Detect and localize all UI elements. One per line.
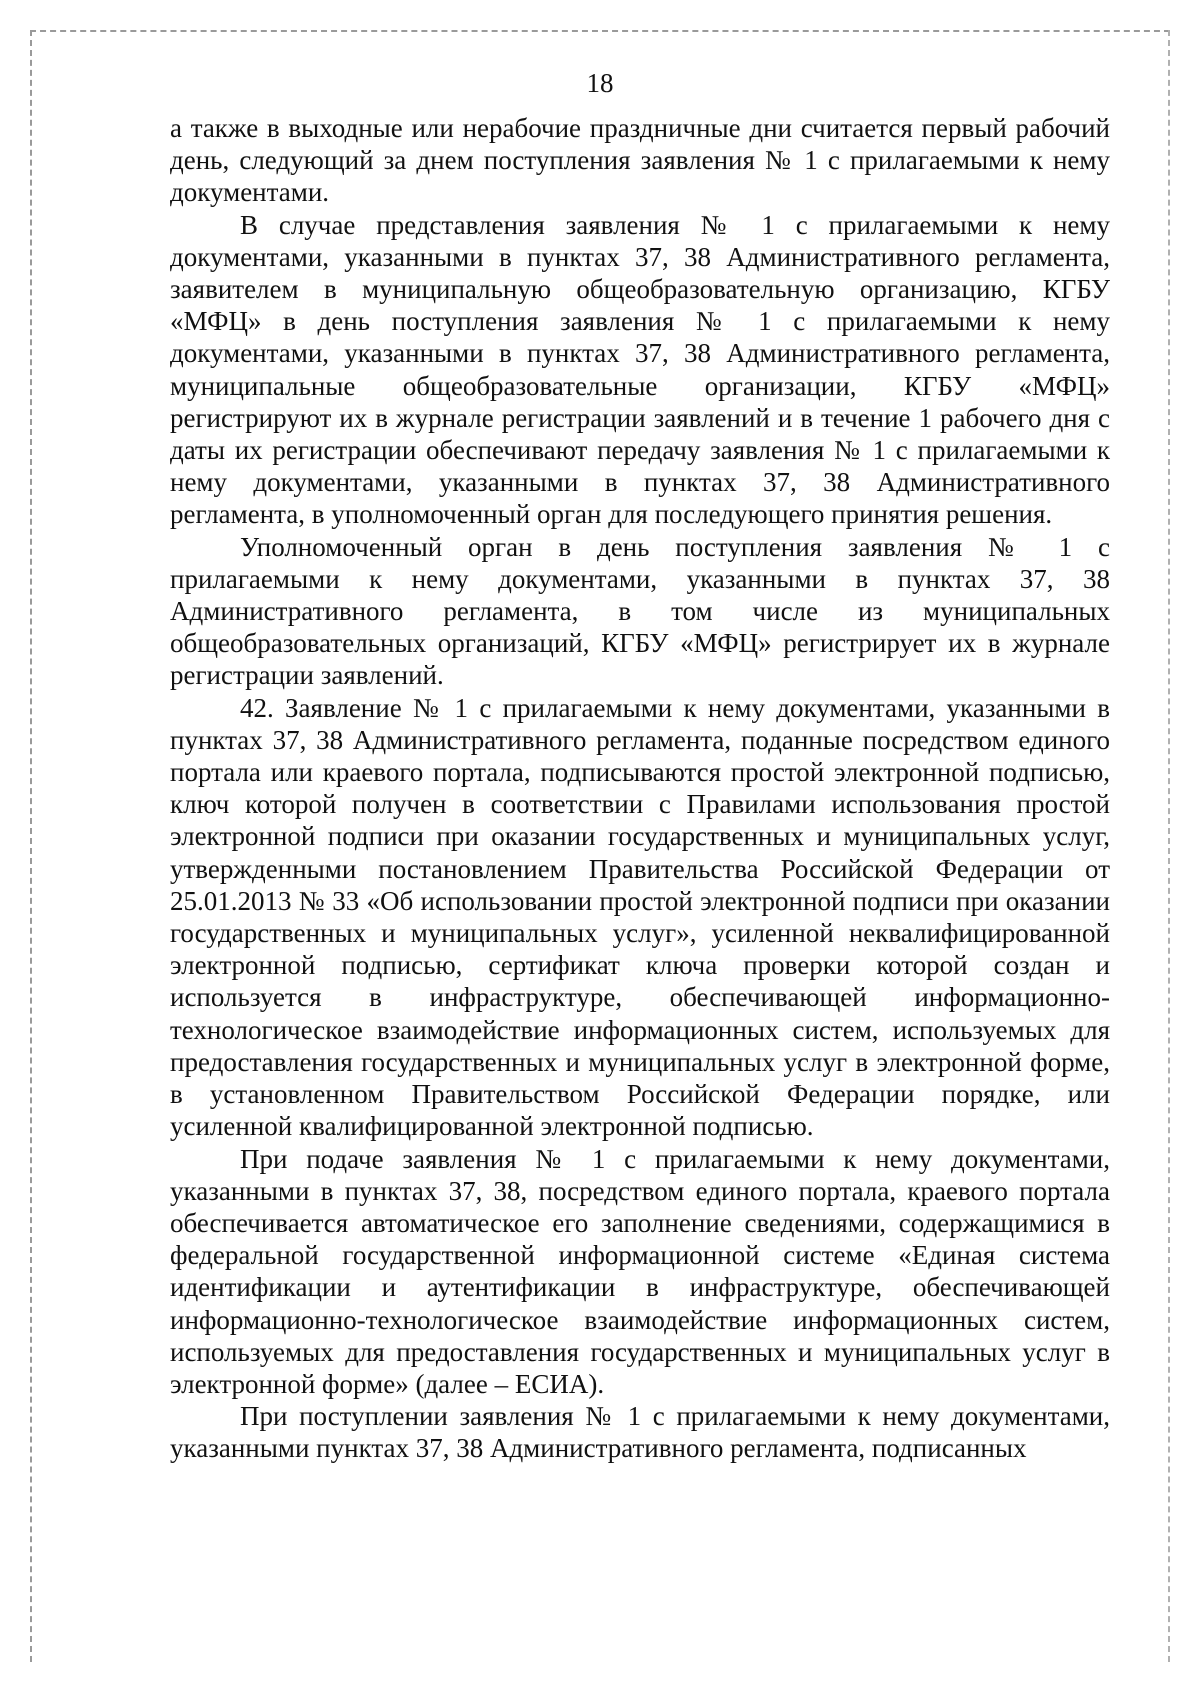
paragraph-authorized-body-registration: Уполномоченный орган в день поступления заявления № 1 с прилагаемыми к нему документами, указанными в пунктах 37, 38 Административного регламента, в том числе из муниципальных общеобразовательных организаций, КГБУ «МФЦ» регистрирует их в журнале регистрации заявлений. [170,531,1110,691]
paragraph-continuation: а также в выходные или нерабочие праздничные дни считается первый рабочий день, следующий за днем поступления заявления № 1 с прилагаемыми к нему документами. [170,113,1110,208]
paragraph-registration-in-organization: В случае представления заявления № 1 с прилагаемыми к нему документами, указанными в пунктах 37, 38 Административного регламента, заявителем в муниципальную общеобразовательную организацию, КГБУ «МФЦ» в день поступления заявления № 1 с прилагаемыми к нему документами, указанными в пунктах 37, 38 Административного регламента, муниципальные общеобразовательные организации, КГБУ «МФЦ» регистрируют их в журнале регистрации заявлений и в течение 1 рабочего дня с даты их регистрации обеспечивают передачу заявления № 1 с прилагаемыми к нему документами, указанными в пунктах 37, 38 Административного регламента, в уполномоченный орган для последующего принятия решения. [170,209,1110,530]
paragraph-esia-autofill: При подаче заявления № 1 с прилагаемыми к нему документами, указанными в пунктах 37, 38, посредством единого портала, краевого портала обеспечивается автоматическое его заполнение сведениями, содержащимися в федеральной государственной информационной системе «Единая система идентификации и аутентификации в инфраструктуре, обеспечивающей информационно-технологическое взаимодействие информационных систем, используемых для предоставления государственных и муниципальных услуг в электронной форме» (далее – ЕСИА). [170,1143,1110,1399]
paragraph-42-electronic-signature: 42. Заявление № 1 с прилагаемыми к нему документами, указанными в пунктах 37, 38 Административного регламента, поданные посредством единого портала или краевого портала, подписываются простой электронной подписью, ключ которой получен в соответствии с Правилами использования простой электронной подписи при оказании государственных и муниципальных услуг, утвержденными постановлением Правительства Российской Федерации от 25.01.2013 № 33 «Об использовании простой электронной подписи при оказании государственных и муниципальных услуг», усиленной неквалифицированной электронной подписью, сертификат ключа проверки которой создан и используется в инфраструктуре, обеспечивающей информационно-технологическое взаимодействие информационных систем, используемых для предоставления государственных и муниципальных услуг в электронной форме, в установленном Правительством Российской Федерации порядке, или усиленной квалифицированной электронной подписью. [170,692,1110,1142]
scan-border-top [30,30,1170,32]
paragraph-receipt-signed-application: При поступлении заявления № 1 с прилагаемыми к нему документами, указанными пунктах 37, 38 Административного регламента, подписанных [170,1401,1110,1464]
page-number: 18 [586,68,614,98]
document-body [170,112,1110,1465]
scan-border-left [30,30,32,1662]
scan-border-right [1168,30,1170,1662]
